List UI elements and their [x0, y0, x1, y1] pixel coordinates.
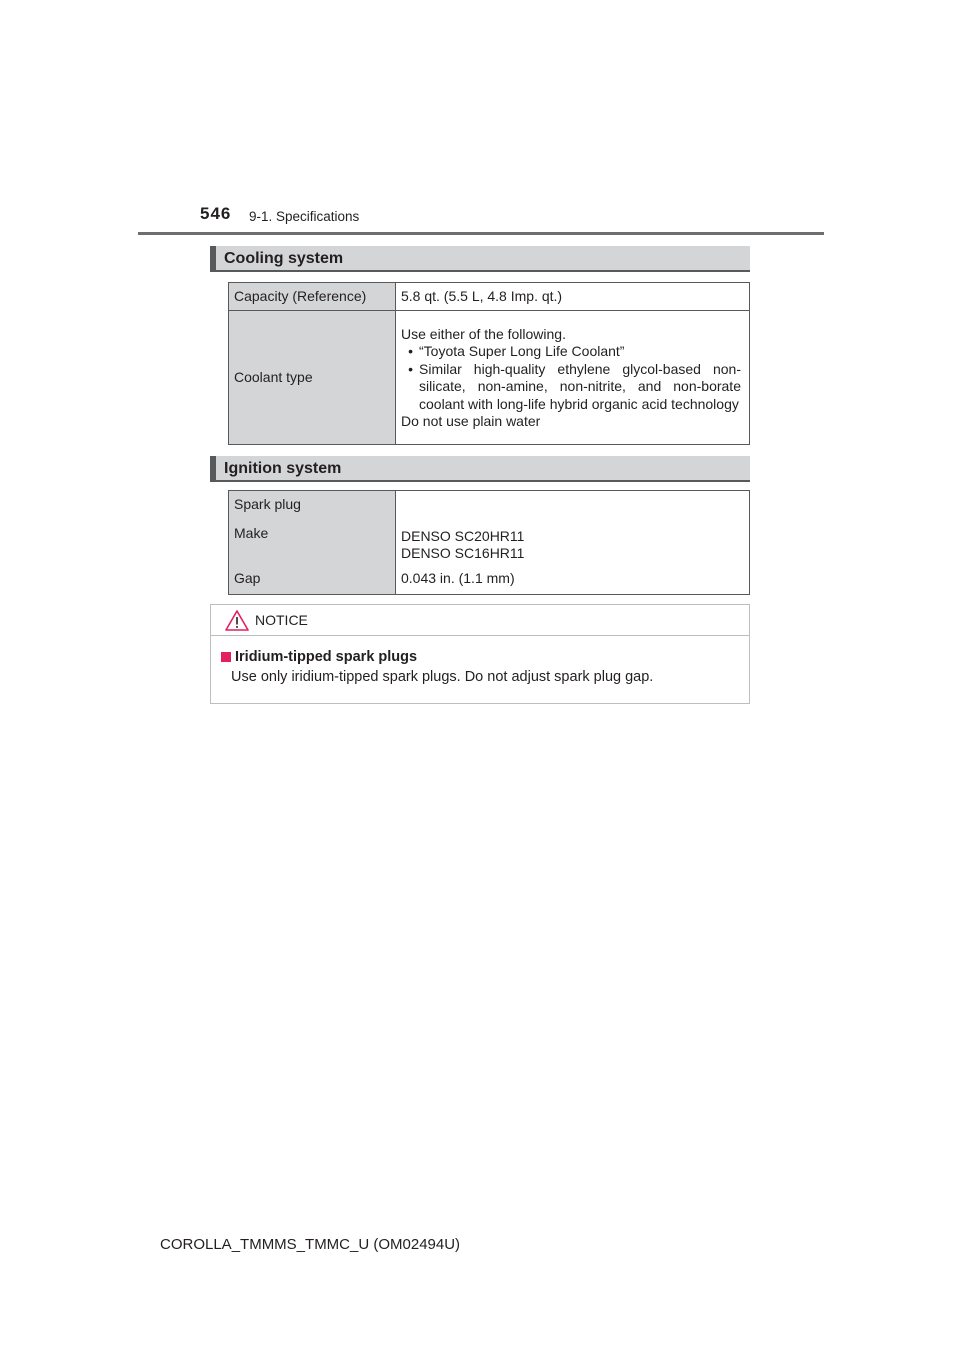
- coolant-option: Similar high-quality ethylene glycol-based non-silicate, non-amine, non-nitrite, and non-borate coolant with long-life hybrid organic acid technology: [419, 360, 741, 412]
- notice-body: [221, 649, 739, 685]
- spark-plug-label: Spark plug: [234, 496, 301, 512]
- square-bullet-icon: [221, 652, 231, 662]
- coolant-type-value: [396, 311, 750, 445]
- ignition-system-title: Ignition system: [224, 460, 342, 477]
- cooling-spec-table: [228, 282, 750, 445]
- ignition-spec-table: [228, 490, 750, 595]
- cooling-system-heading: [210, 246, 750, 272]
- gap-label: Gap: [234, 570, 261, 586]
- capacity-value: 5.8 qt. (5.5 L, 4.8 Imp. qt.): [396, 283, 750, 311]
- page-number: 546: [200, 204, 232, 223]
- coolant-type-label: Coolant type: [229, 311, 396, 445]
- table-row: [229, 311, 750, 445]
- page-footer: COROLLA_TMMMS_TMMC_U (OM02494U): [160, 1236, 461, 1253]
- notice-box: [210, 604, 750, 704]
- ignition-system-heading: [210, 456, 750, 482]
- table-row: [229, 491, 750, 595]
- header-divider: [138, 232, 824, 235]
- make-value: DENSO SC16HR11: [401, 545, 525, 561]
- coolant-intro: Use either of the following.: [401, 325, 566, 342]
- notice-text: Use only iridium-tipped spark plugs. Do not adjust spark plug gap.: [231, 669, 654, 685]
- warning-triangle-icon: [225, 610, 249, 631]
- bullet-icon: •: [408, 360, 413, 377]
- notice-subtitle-row: [221, 649, 739, 665]
- bullet-icon: •: [408, 343, 413, 359]
- page-header: [138, 204, 824, 236]
- notice-header: [211, 605, 749, 636]
- gap-value: 0.043 in. (1.1 mm): [401, 569, 515, 586]
- list-item: [401, 361, 741, 414]
- cooling-system-title: Cooling system: [224, 250, 344, 267]
- make-label: Make: [234, 524, 269, 541]
- notice-title: NOTICE: [255, 612, 308, 628]
- table-row: [229, 283, 750, 311]
- make-value: DENSO SC20HR11: [401, 527, 525, 544]
- spark-plug-labels: [229, 491, 396, 595]
- coolant-note: Do not use plain water: [401, 413, 541, 429]
- coolant-option: “Toyota Super Long Life Coolant”: [419, 343, 625, 359]
- capacity-label: Capacity (Reference): [229, 283, 396, 311]
- section-title: 9-1. Specifications: [249, 209, 360, 224]
- notice-subtitle: Iridium-tipped spark plugs: [235, 649, 418, 665]
- list-item: [401, 343, 741, 361]
- spark-plug-values: [396, 491, 750, 595]
